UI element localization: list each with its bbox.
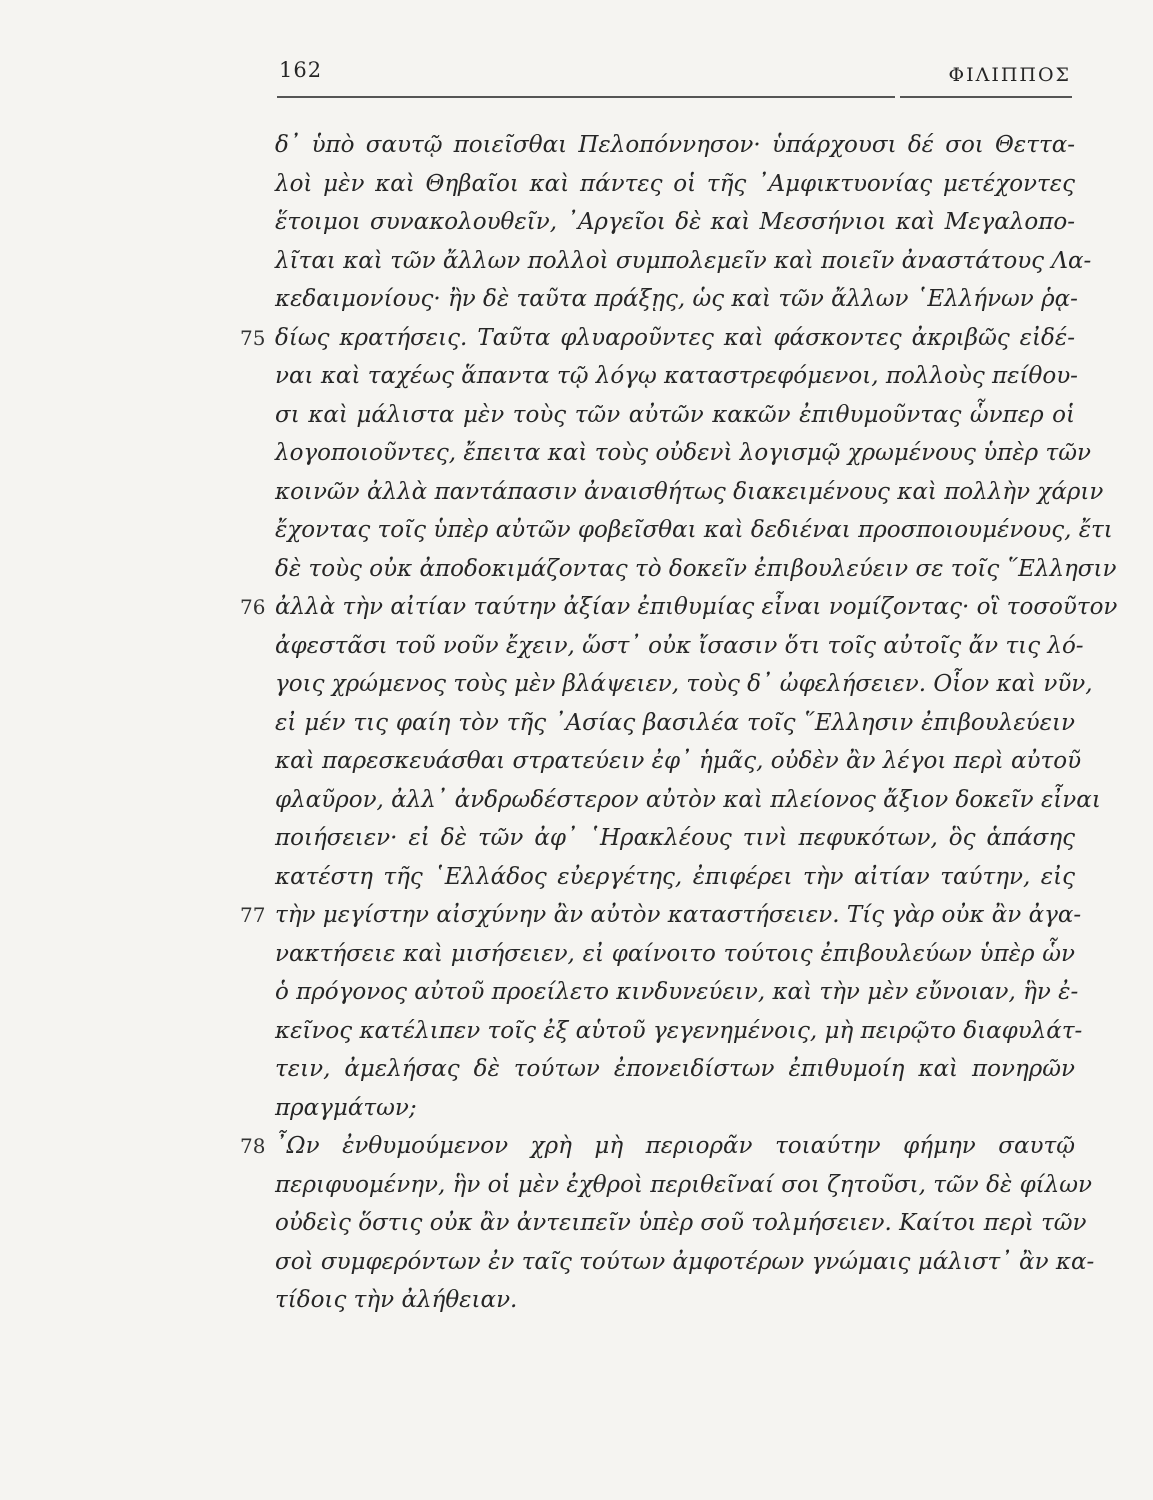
text-line: ἕτοιμοι συνακολουθεῖν, ᾽Αργεῖοι δὲ καὶ Μεσσήνιοι καὶ Μεγαλοπο- <box>275 209 1075 235</box>
text-line: 75 δίως κρατήσεις. Ταῦτα φλυαροῦντες καὶ φάσκοντες ἀκριβῶς εἰδέ- <box>275 319 1075 358</box>
text-line: τειν, ἀμελήσας δὲ τούτων ἐπονειδίστων ἐπιθυμοίη καὶ πονηρῶν <box>275 1056 1075 1082</box>
text-line: λοὶ μὲν καὶ Θηβαῖοι καὶ πάντες οἱ τῆς ᾽Αμφικτυονίας μετέχοντες <box>275 170 1075 197</box>
text-line: ποιήσειεν· εἰ δὲ τῶν ἀφ᾽ ῾Ηρακλέους τινὶ πεφυκότων, ὃς ἁπάσης <box>275 825 1075 851</box>
page-number: 162 <box>279 58 323 82</box>
running-title: ΦΙΛΙΠΠΟΣ <box>948 64 1071 86</box>
text-line: περιφυομένην, ἣν οἱ μὲν ἐχθροὶ περιθεῖναί σοι ζητοῦσι, τῶν δὲ φίλων <box>275 1171 1093 1198</box>
greek-body-text <box>240 126 1118 1320</box>
text-line: καὶ παρεσκευάσθαι στρατεύειν ἐφ᾽ ἡμᾶς, οὐδὲν ἂν λέγοι περὶ αὐτοῦ <box>275 748 1082 774</box>
text-line: κοινῶν ἀλλὰ παντάπασιν ἀναισθήτως διακειμένους καὶ πολλὴν χάριν <box>275 478 1104 505</box>
text-line: 77 τὴν μεγίστην αἰσχύνην ἂν αὐτὸν καταστήσειεν. Τίς γὰρ οὐκ ἂν ἀγα- <box>275 896 1075 935</box>
text-line: λογοποιοῦντες, ἔπειτα καὶ τοὺς οὐδενὶ λογισμῷ χρωμένους ὑπὲρ τῶν <box>275 440 1091 466</box>
text-line: ναι καὶ ταχέως ἅπαντα τῷ λόγῳ καταστρεφόμενοι, πολλοὺς πείθου- <box>275 363 1078 389</box>
text-line: δὲ τοὺς οὐκ ἀποδοκιμάζοντας τὸ δοκεῖν ἐπιβουλεύειν σε τοῖς ῞Ελλησιν <box>275 555 1117 582</box>
text-line: κατέστη τῆς ῾Ελλάδος εὐεργέτης, ἐπιφέρει τὴν αἰτίαν ταύτην, εἰς <box>275 863 1075 890</box>
text-line: δ᾽ ὑπὸ σαυτῷ ποιεῖσθαι Πελοπόννησον· ὑπάρχουσι δέ σοι Θεττα- <box>275 132 1075 158</box>
section-number: 76 <box>240 595 266 619</box>
text-line: ἀφεστᾶσι τοῦ νοῦν ἔχειν, ὥστ᾽ οὐκ ἴσασιν ὅτι τοῖς αὐτοῖς ἄν τις λό- <box>275 632 1084 659</box>
text-line: εἰ μέν τις φαίη τὸν τῆς ᾽Ασίας βασιλέα τοῖς ῞Ελλησιν ἐπιβουλεύειν <box>275 709 1075 736</box>
text-line: νακτήσειε καὶ μισήσειεν, εἰ φαίνοιτο τούτοις ἐπιβουλεύων ὑπὲρ ὧν <box>275 940 1075 967</box>
text-line: κεῖνος κατέλιπεν τοῖς ἐξ αὑτοῦ γεγενημένοις, μὴ πειρῷτο διαφυλάτ- <box>275 1017 1083 1044</box>
text-line: γοις χρώμενος τοὺς μὲν βλάψειεν, τοὺς δ᾽ ὠφελήσειεν. Οἷον καὶ νῦν, <box>275 671 1093 697</box>
text-line: τίδοις τὴν ἀλήθειαν. <box>275 1287 518 1313</box>
text-line: φλαῦρον, ἀλλ᾽ ἀνδρωδέστερον αὐτὸν καὶ πλείονος ἄξιον δοκεῖν εἶναι <box>275 786 1101 813</box>
section-number: 78 <box>240 1134 266 1158</box>
text-line: 76 ἀλλὰ τὴν αἰτίαν ταύτην ἀξίαν ἐπιθυμίας εἶναι νομίζοντας· οἳ τοσοῦτον <box>275 588 1075 627</box>
section-number: 75 <box>240 325 266 350</box>
text-line: ἔχοντας τοῖς ὑπὲρ αὐτῶν φοβεῖσθαι καὶ δεδιέναι προσποιουμένους, ἔτι <box>275 517 1113 543</box>
header-rule-right <box>900 96 1072 98</box>
text-line: 78 ῏Ων ἐνθυμούμενον χρὴ μὴ περιορᾶν τοιαύτην φήμην σαυτῷ <box>275 1127 1075 1166</box>
text-line: οὐδεὶς ὅστις οὐκ ἂν ἀντειπεῖν ὑπὲρ σοῦ τολμήσειεν. Καίτοι περὶ τῶν <box>275 1210 1087 1236</box>
section-number: 77 <box>240 903 266 927</box>
text-line: σι καὶ μάλιστα μὲν τοὺς τῶν αὐτῶν κακῶν ἐπιθυμοῦντας ὧνπερ οἱ <box>275 401 1075 428</box>
text-line: κεδαιμονίους· ἢν δὲ ταῦτα πράξῃς, ὡς καὶ τῶν ἄλλων ῾Ελλήνων ῥᾳ- <box>275 286 1078 312</box>
text-line: ὁ πρόγονος αὐτοῦ προείλετο κινδυνεύειν, καὶ τὴν μὲν εὔνοιαν, ἣν ἐ- <box>275 979 1079 1005</box>
text-line: σοὶ συμφερόντων ἐν ταῖς τούτων ἀμφοτέρων γνώμαις μάλιστ᾽ ἂν κα- <box>275 1248 1095 1275</box>
header-rule-left <box>277 96 895 98</box>
text-line: πραγμάτων; <box>275 1094 417 1121</box>
text-line: λῖται καὶ τῶν ἄλλων πολλοὶ συμπολεμεῖν καὶ ποιεῖν ἀναστάτους Λα- <box>275 247 1092 274</box>
